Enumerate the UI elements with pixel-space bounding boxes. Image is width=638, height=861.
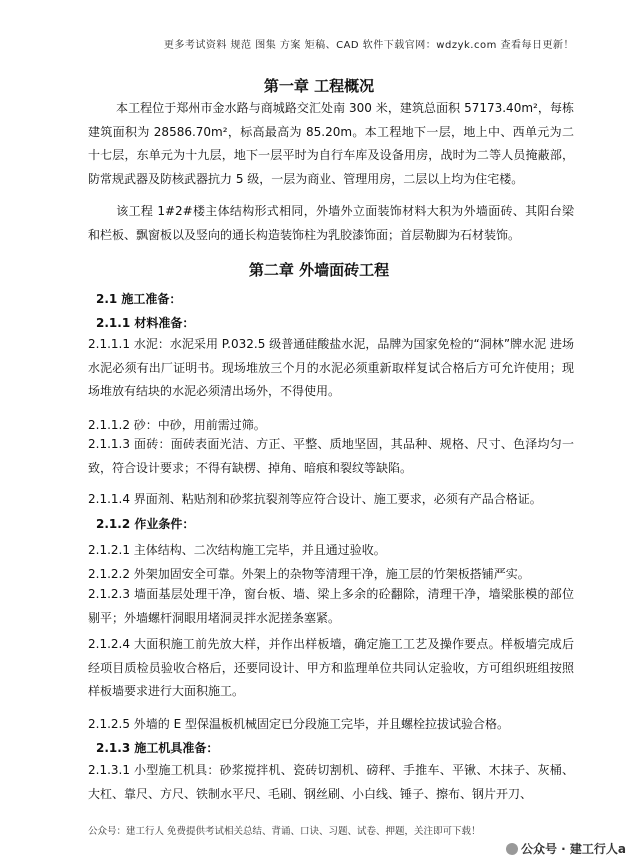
- footer-note: 公众号：建工行人 免费提供考试相关总结、背诵、口诀、习题、试卷、押题，关注即可下载！: [88, 826, 481, 837]
- item-2-1-2-5: 2.1.2.5 外墙的 E 型保温板机械固定已分段施工完毕，并且螺栓拉拔试验合格。: [88, 717, 510, 731]
- item-2-1-1-2: 2.1.1.2 砂：中砂，用前需过筛。: [88, 418, 266, 432]
- item-2-1-1-4: 2.1.1.4 界面剂、粘贴剂和砂浆抗裂剂等应符合设计、施工要求，必须有产品合格证。: [88, 492, 542, 506]
- chapter-1-paragraph-1-text: 本工程位于郑州市金水路与商城路交汇处南 300 米，建筑总面积 57173.40m²，每栋建筑面积为 28586.70m²，标高最高为 85.20m。本工程地下一层，地上中、西单元为二十七层，东单元为十九层，地下一层平时为自行车库及设备用房，战时为二等人员掩蔽部，防常规武器及防核武器抗力 5 级，一层为商业、管理用房，二层以上均为住宅楼。: [88, 101, 574, 186]
- section-2-1-heading: 2.1 施工准备：: [96, 292, 182, 306]
- item-2-1-2-2: 2.1.2.2 外架加固安全可靠。外架上的杂物等清理干净，施工层的竹架板搭铺严实。: [88, 567, 530, 581]
- item-2-1-1-1: 2.1.1.1 水泥：水泥采用 P.032.5 级普通硅酸盐水泥，品牌为国家免检的“洞林”牌水泥 进场水泥必须有出厂证明书。现场堆放三个月的水泥必须重新取样复试合格后方可允许使用；现场堆放有结块的水泥必须清出场外，不得使用。: [88, 337, 574, 398]
- chapter-1-title: 第一章 工程概况: [263, 77, 375, 95]
- item-2-1-3-1: 2.1.3.1 小型施工机具：砂浆搅拌机、瓷砖切割机、磅秤、手推车、平锹、木抹子、灰桶、大杠、靠尺、方尺、铁制水平尺、毛刷、钢丝刷、小白线、锤子、擦布、钢片开刀、: [88, 763, 574, 801]
- chapter-1-paragraph-1: [88, 97, 574, 191]
- item-2-1-2-3: 2.1.2.3 墙面基层处理干净，窗台板、墙、梁上多余的砼翻除，清理干净，墙梁胀模的部位剔平；外墙螺杆洞眼用堵洞灵拌水泥搓条塞紧。: [88, 587, 574, 625]
- chapter-1-paragraph-2-text: 该工程 1#2#楼主体结构形式相同，外墙外立面装饰材料大积为外墙面砖、其阳台梁和栏板、飘窗板以及竖向的通长构造装饰柱为乳胶漆饰面；首层勒脚为石材装饰。: [88, 204, 574, 242]
- item-2-1-1-3: 2.1.1.3 面砖：面砖表面光洁、方正、平整、质地坚固，其品种、规格、尺寸、色泽均匀一致，符合设计要求；不得有缺楞、掉角、暗痕和裂纹等缺陷。: [88, 437, 574, 475]
- section-2-1-2-heading: 2.1.2 作业条件：: [96, 517, 195, 531]
- item-2-1-2-4: 2.1.2.4 大面积施工前先放大样，并作出样板墙，确定施工工艺及操作要点。样板墙完成后经项目质检员验收合格后，还要同设计、甲方和监理单位共同认定验收，方可组织班组按照样板墙要求进行大面积施工。: [88, 637, 574, 698]
- item-2-1-2-1: 2.1.2.1 主体结构、二次结构施工完毕，并且通过验收。: [88, 543, 386, 557]
- watermark-text: 公众号 · 建工行人a: [520, 842, 626, 856]
- watermark: [506, 840, 626, 857]
- chapter-2-title: 第二章 外墙面砖工程: [248, 261, 390, 279]
- wechat-icon: [506, 843, 518, 855]
- header-note: 更多考试资料 规范 图集 方案 矩稿、CAD 软件下载官网：wdzyk.com 查看每日更新！: [163, 40, 574, 51]
- section-2-1-1-heading: 2.1.1 材料准备：: [96, 316, 195, 330]
- section-2-1-3-heading: 2.1.3 施工机具准备：: [96, 741, 219, 755]
- chapter-1-paragraph-2: [88, 200, 574, 247]
